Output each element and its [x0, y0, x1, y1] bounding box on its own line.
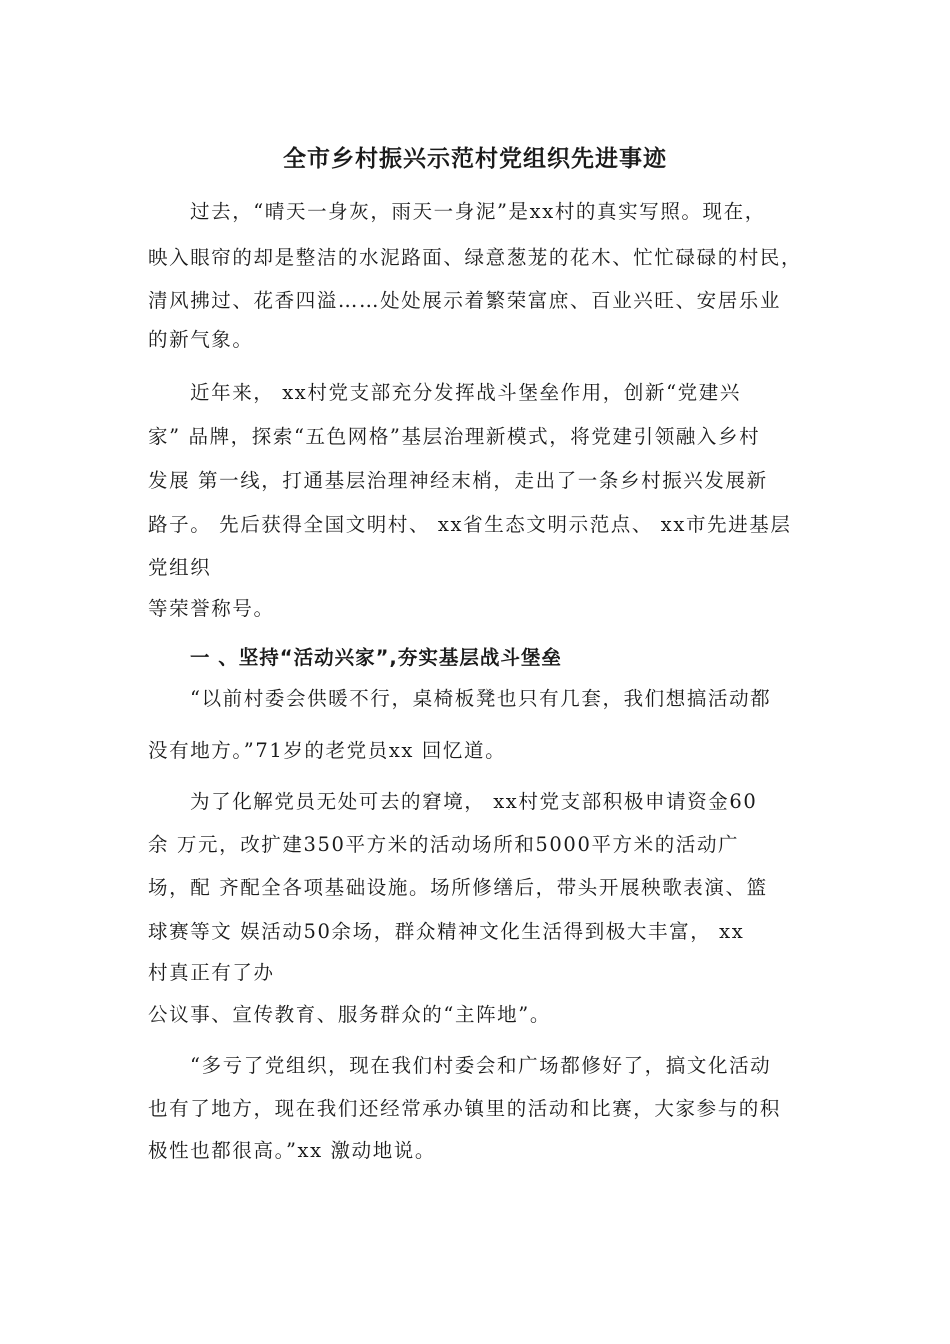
text-line: 发展 第一线，打通基层治理神经末梢，走出了一条乡村振兴发展新 — [148, 469, 768, 492]
text-line: 过去，“晴天一身灰，雨天一身泥”是xx村的真实写照。现在， — [190, 200, 766, 223]
text-line: 的新气象。 — [148, 328, 254, 351]
text-line: “多亏了党组织，现在我们村委会和广场都修好了，搞文化活动 — [190, 1054, 772, 1077]
text-line: 公议事、宣传教育、服务群众的“主阵地”。 — [148, 1003, 551, 1026]
text-line: 党组织 — [148, 556, 212, 579]
text-line: 场，配 齐配全各项基础设施。场所修缮后，带头开展秧歌表演、篮 — [148, 876, 768, 899]
text-line: 家” 品牌，探索“五色网格”基层治理新模式，将党建引领融入乡村 — [148, 425, 761, 448]
text-line: 也有了地方，现在我们还经常承办镇里的活动和比赛，大家参与的积 — [148, 1097, 782, 1120]
text-line: 村真正有了办 — [148, 961, 275, 984]
text-line: 余 万元，改扩建350平方米的活动场所和5000平方米的活动广 — [148, 833, 740, 856]
text-line: “以前村委会供暖不行，桌椅板凳也只有几套，我们想搞活动都 — [190, 687, 772, 710]
document-title: 全市乡村振兴示范村党组织先进事迹 — [283, 146, 667, 172]
text-line: 为了化解党员无处可去的窘境， xx村党支部积极申请资金60 — [190, 790, 758, 813]
text-line: 映入眼帘的却是整洁的水泥路面、绿意葱茏的花木、忙忙碌碌的村民， — [148, 246, 803, 269]
text-line: 路子。 先后获得全国文明村、 xx省生态文明示范点、 xx市先进基层 — [148, 513, 792, 536]
section-heading: 一 、坚持“活动兴家”,夯实基层战斗堡垒 — [190, 646, 562, 669]
text-line: 球赛等文 娱活动50余场，群众精神文化生活得到极大丰富， xx — [148, 920, 745, 943]
text-line: 近年来， xx村党支部充分发挥战斗堡垒作用，创新“党建兴 — [190, 381, 741, 404]
text-line: 清风拂过、花香四溢……处处展示着繁荣富庶、百业兴旺、安居乐业 — [148, 289, 782, 312]
text-line: 没有地方。”71岁的老党员xx 回忆道。 — [148, 739, 507, 762]
text-line: 极性也都很高。”xx 激动地说。 — [148, 1139, 437, 1162]
text-line: 等荣誉称号。 — [148, 597, 275, 620]
